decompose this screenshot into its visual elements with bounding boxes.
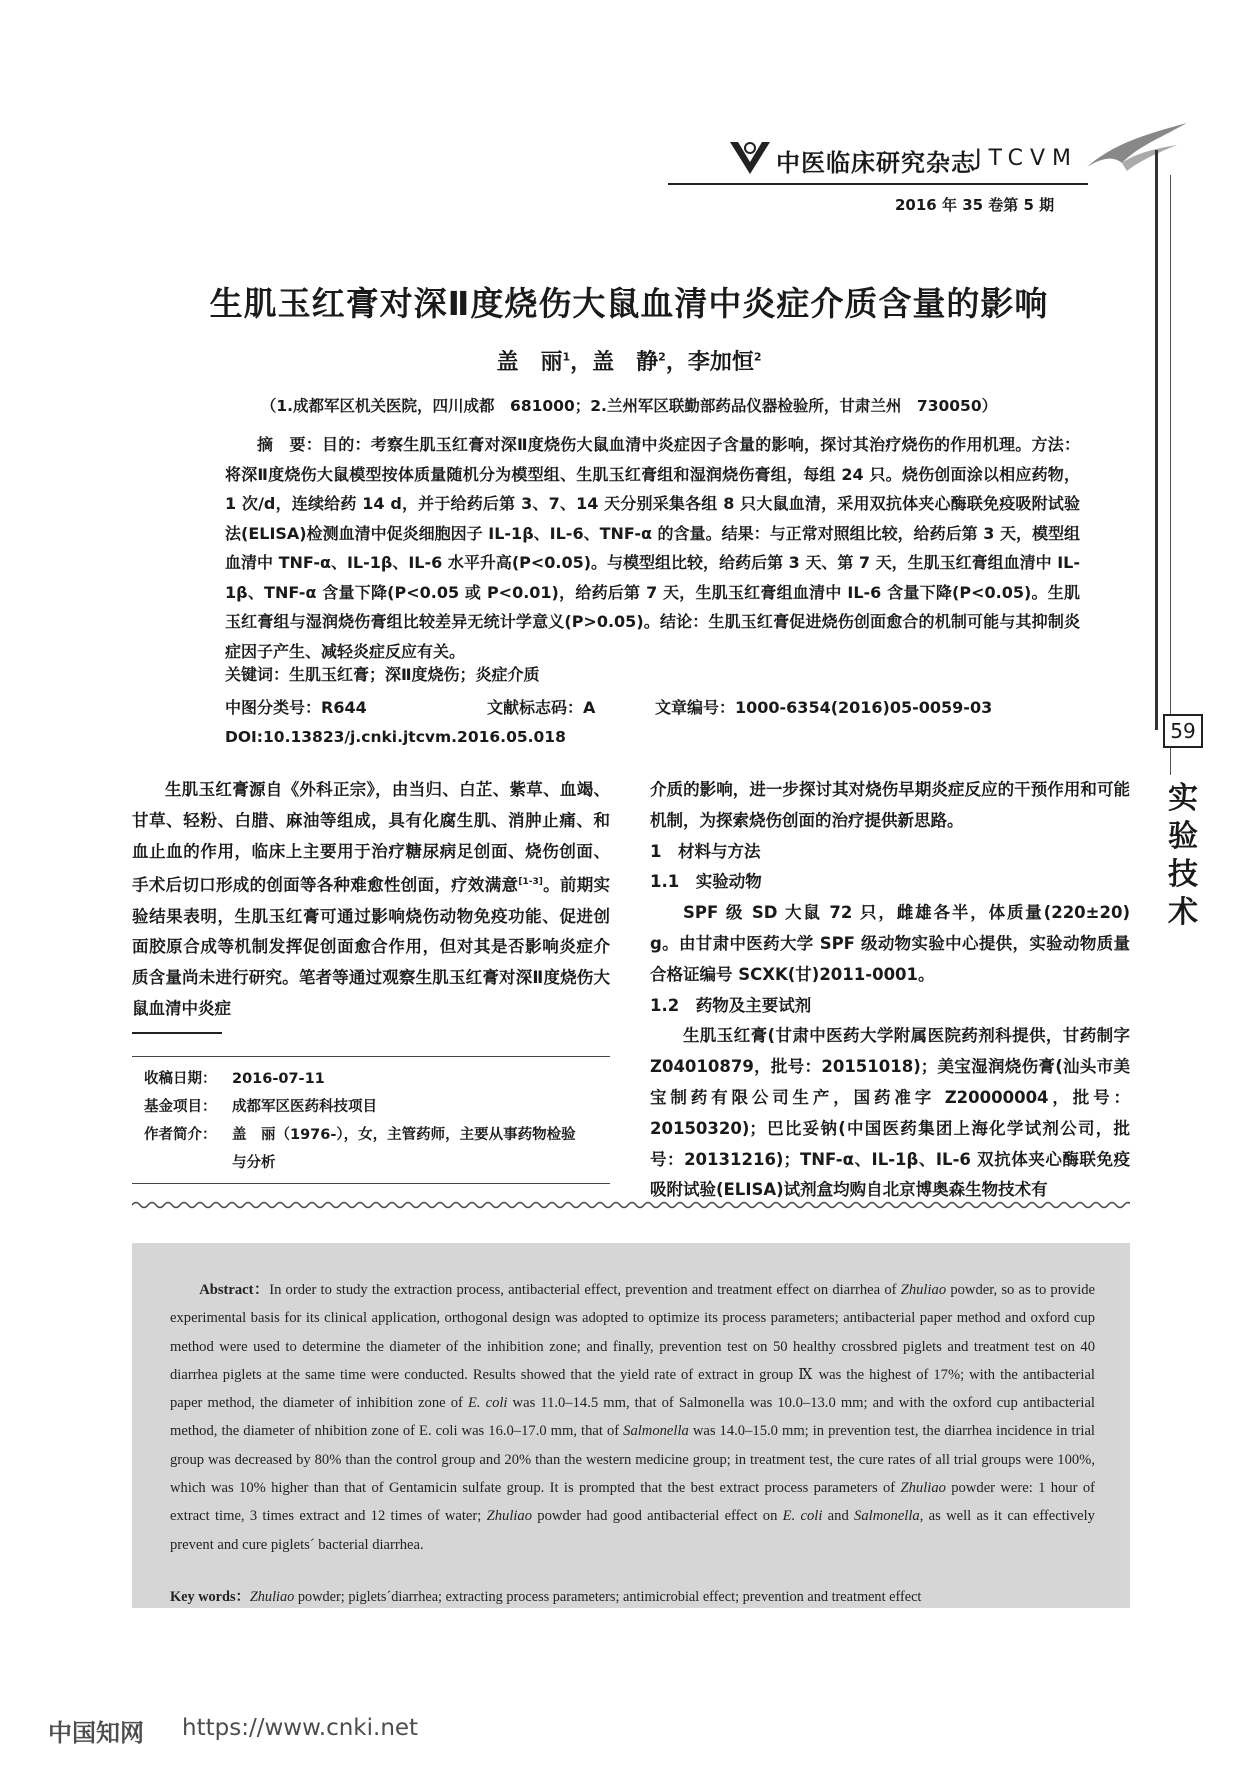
subsection-heading: 1.2 药物及主要试剂 <box>650 995 812 1015</box>
bird-decoration-icon <box>1082 115 1192 175</box>
fund-project <box>144 1095 377 1116</box>
author-affil-mark: 2 <box>658 350 666 364</box>
issue-info: 2016 年 35 卷第 5 期 <box>895 196 1055 214</box>
body-text: 生肌玉红膏源自《外科正宗》，由当归、白芷、紫草、血竭、甘草、轻粉、白腊、麻油等组成，具有化腐生肌、消肿止痛、和血止血的作用，临床上主要用于治疗糖尿病足创面、烧伤创面、手术后切口形成的创面等各种难愈性创面，疗效满意 <box>132 780 610 895</box>
abstract-label: 摘 要： <box>257 435 322 454</box>
abstract-en-italic: Salmonella <box>623 1423 689 1440</box>
article-notes <box>132 1056 610 1184</box>
keywords-en-text: powder; piglets´diarrhea; extracting process parameters; antimicrobial effect; prevention and treatment effect <box>294 1589 922 1605</box>
abstract-en-italic: Zhuliao <box>486 1508 533 1525</box>
body-paragraph: 介质的影响，进一步探讨其对烧伤早期炎症反应的干预作用和可能机制，为探索烧伤创面的治疗提供新思路。 <box>650 780 1130 830</box>
paper-title: 生肌玉红膏对深Ⅱ度烧伤大鼠血清中炎症介质含量的影响 <box>209 284 1049 323</box>
abstract-en-italic: E. coli <box>467 1395 508 1412</box>
note-label: 收稿日期： <box>144 1071 217 1087</box>
author-affil-mark: 1 <box>562 350 571 364</box>
journal-name: 中医临床研究杂志 <box>776 148 976 177</box>
body-text: 。前期实验结果表明，生肌玉红膏可通过影响烧伤动物免疫功能、促进创面胶原合成等机制发挥促创面愈合作用，但对其是否影响炎症介质含量尚未进行研究。笔者等通过观察生肌玉红膏对深Ⅱ度烧伤大鼠血清中炎症 <box>132 875 611 1019</box>
margin-line-thin <box>1170 175 1171 775</box>
reference-mark: [1-3] <box>518 877 543 888</box>
abstract-en-text: powder were: 1 hour of extract time, 3 times extract and 12 times of water; <box>170 1480 1096 1525</box>
note-label: 作者简介： <box>144 1127 217 1143</box>
note-label: 基金项目： <box>144 1099 217 1115</box>
note-value: 成都军区医药科技项目 <box>232 1099 377 1115</box>
affiliations: （1.成都军区机关医院，四川成都 681000；2.兰州军区联勤部药品仪器检验所，甘肃兰州 730050） <box>260 397 998 415</box>
abstract-en-text: was 11.0–14.5 mm, that of Salmonella was 10.0–13.0 mm; and with the oxford cup antibacterial method, the diameter of nhibition zone of E. coli was 16.0–17.0 mm, that of <box>170 1395 1095 1440</box>
abstract-en-text: powder, so as to provide experimental basis for its clinical application, orthogonal design was adopted to optimize its process parameters; antibacterial paper method and oxford cup method were used to determine the diameter of the inhibition zone; and finally, prevention test on 50 healthy crossbred piglets and treatment test on 40 diarrhea piglets at the same time were conducted. Results showed that the yield rate of extract in group Ⅸ was the highest of 17%; with the antibacterial paper method, the diameter of inhibition zone of <box>170 1282 1096 1412</box>
doi: DOI:10.13823/j.cnki.jtcvm.2016.05.018 <box>225 728 566 746</box>
author-bio <box>144 1123 576 1144</box>
chinese-keywords: 关键词：生肌玉红膏；深Ⅱ度烧伤；炎症介质 <box>225 665 540 684</box>
document-code: 文献标志码：A <box>487 698 596 717</box>
author-affil-mark: 2 <box>753 350 762 364</box>
body-column-right <box>650 775 1130 1206</box>
body-paragraph: 生肌玉红膏(甘肃中医药大学附属医院药剂科提供，甘药制字 Z04010879，批号：20151018)；美宝湿润烧伤膏(汕头市美宝制药有限公司生产，国药准字 Z20000004，批号：20150320)；巴比妥钠(中国医药集团上海化学试剂公司，批号：20131216)；TNF-α、IL-1β、IL-6 双抗体夹心酶联免疫吸附试验(ELISA)试剂盒均购自北京博奥森生物技术有 <box>650 1026 1130 1200</box>
received-date <box>144 1067 325 1088</box>
abstract-en-italic: Zhuliao <box>900 1480 946 1497</box>
abstract-en-label: Abstract： <box>199 1282 270 1298</box>
keywords-en-italic: Zhuliao <box>249 1589 295 1605</box>
journal-abbr: JTCVM <box>975 146 1079 171</box>
english-keywords <box>170 1586 1100 1606</box>
abstract-en-italic: E. coli <box>782 1508 823 1525</box>
author-name: 盖 丽 <box>496 350 563 375</box>
note-value: 盖 丽（1976-），女，主管药师，主要从事药物检验 <box>232 1127 576 1143</box>
body-column-left <box>132 775 610 1025</box>
footnote-rule <box>132 1032 222 1034</box>
wavy-divider <box>132 1200 1130 1210</box>
journal-logo-icon <box>728 138 772 178</box>
abstract-en-text: and <box>822 1508 855 1525</box>
abstract-en-text: In order to study the extraction process, antibacterial effect, prevention and treatment effect on diarrhea of <box>269 1282 901 1298</box>
author-bio-cont: 与分析 <box>232 1155 276 1171</box>
body-paragraph: SPF 级 SD 大鼠 72 只，雌雄各半，体质量(220±20) g。由甘肃中医药大学 SPF 级动物实验中心提供，实验动物质量合格证编号 SCXK(甘)2011-0001。 <box>650 903 1130 984</box>
abstract-text: 目的：考察生肌玉红膏对深Ⅱ度烧伤大鼠血清中炎症因子含量的影响，探讨其治疗烧伤的作用机理。方法：将深Ⅱ度烧伤大鼠模型按体质量随机分为模型组、生肌玉红膏组和湿润烧伤膏组，每组 24 只。烧伤创面涂以相应药物，1 次/d，连续给药 14 d，并于给药后第 3、7、14 天分别采集各组 8 只大鼠血清，采用双抗体夹心酶联免疫吸附试验法(ELISA)检测血清中促炎细胞因子 IL-1β、IL-6、TNF-α 的含量。结果：与正常对照组比较，给药后第 3 天，模型组血清中 TNF-α、IL-1β、IL-6 水平升高(P<0.05)。与模型组比较，给药后第 3 天、第 7 天，生肌玉红膏组血清中 IL-1β、TNF-α 含量下降(P<0.05 或 P<0.01)，给药后第 7 天，生肌玉红膏组血清中 IL-6 含量下降(P<0.05)。生肌玉红膏组与湿润烧伤膏组比较差异无统计学意义(P>0.05)。结论：生肌玉红膏促进烧伤创面愈合的机制可能与其抑制炎症因子产生、减轻炎症反应有关。 <box>225 435 1080 661</box>
header-rule <box>668 183 1088 185</box>
clc-number: 中图分类号：R644 <box>225 698 367 717</box>
author-list <box>0 345 1258 376</box>
margin-line <box>1155 150 1158 730</box>
note-value: 2016-07-11 <box>232 1071 325 1087</box>
chinese-abstract <box>225 430 1080 666</box>
author-name: ，盖 静 <box>570 350 659 375</box>
abstract-en-italic: Salmonella <box>854 1508 920 1525</box>
article-number: 文章编号：1000-6354(2016)05-0059-03 <box>655 698 993 717</box>
cnki-site-url[interactable]: https://www.cnki.net <box>182 1715 419 1741</box>
abstract-en-text: powder had good antibacterial effect on <box>532 1508 783 1525</box>
abstract-en-text: was 14.0–15.0 mm; in prevention test, the diarrhea incidence in trial group was decreased by 80% than the control group and 20% than the western medicine group; in treatment test, the cure rates of all trial groups were 100%, which was 10% higher than that of Gentamicin sulfate group. It is prompted that the best extract process parameters of <box>170 1423 1095 1497</box>
cnki-site-name: 中国知网 <box>48 1719 144 1747</box>
section-label: 实验技术 <box>1168 781 1198 930</box>
subsection-heading: 1.1 实验动物 <box>650 872 762 892</box>
body-paragraph <box>132 775 610 1025</box>
author-name: ，李加恒 <box>665 350 754 375</box>
keywords-en-label: Key words： <box>170 1589 250 1605</box>
page-number: 59 <box>1163 714 1203 748</box>
abstract-en-text: , as well as it can effectively prevent and cure piglets´ bacterial diarrhea. <box>170 1508 1095 1553</box>
abstract-en-italic: Zhuliao <box>900 1282 947 1298</box>
section-heading: 1 材料与方法 <box>650 841 761 861</box>
english-abstract <box>170 1276 1095 1559</box>
